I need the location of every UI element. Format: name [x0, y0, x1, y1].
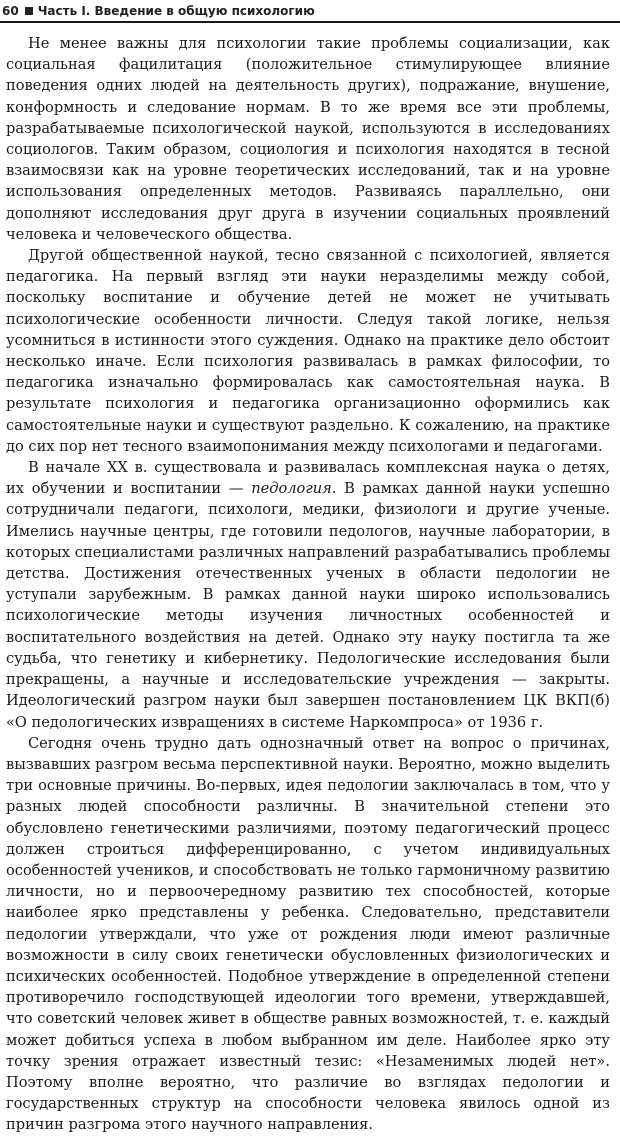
page-number: 60 — [2, 4, 19, 18]
running-header — [2, 1, 315, 21]
pedology-text-start: В начале XX в. существовала и развивалась комплексная наука о детях, их обучении и воспитании — — [6, 459, 610, 498]
header-divider — [0, 21, 620, 23]
body-text — [6, 33, 610, 1136]
paragraph-pedology — [6, 457, 610, 733]
chapter-title: Часть I. Введение в общую психологию — [37, 4, 315, 18]
paragraph-socialization: Не менее важны для психологии такие проблемы социализации, как социальная фацилитация (положительное стимулирующее влияние поведения одних людей на деятельность других), подражание, внушение, конформность и следование нормам. В то же время все эти проблемы, разрабатываемые психологической наукой, используются в исследованиях социологов. Таким образом, социология и психология находятся в тесной взаимосвязи как на уровне теоретических исследований, так и на уровне использования определенных методов. Развиваясь параллельно, они дополняют исследования друг друга в изучении социальных проявлений человека и человеческого общества. — [6, 35, 610, 243]
pedology-text-end: В рамках данной науки успешно сотрудничали педагоги, психологи, медики, физиологи и другие ученые. Имелись научные центры, где готовили педологов, научные лаборатории, в которых специалистами различных направлений разрабатывались проблемы детства. Достижения отечественных ученых в области педологии не уступали зарубежным. В рамках данной науки широко использовались психологические методы изучения личностных особенностей и воспитательного воздействия на детей. Однако эту науку постигла та же судьба, что генетику и кибернетику. Педологические исследования были прекращены, а научные и исследовательские учреждения — закрыты. Идеологический разгром науки был завершен постановлением ЦК ВКП(б) «О педологических извращениях в системе Наркомпроса» от 1936 г. — [6, 480, 610, 731]
square-bullet-icon — [25, 7, 33, 15]
pedology-term: педология. — [251, 480, 337, 498]
paragraph-reasons: Сегодня очень трудно дать однозначный ответ на вопрос о причинах, вызвавших разгром весьма перспективной науки. Вероятно, можно выделить три основные причины. Во-первых, идея педологии заключалась в том, что у разных людей способности различны. В значительной степени это обусловлено генетическими различиями, поэтому педагогический процесс должен строиться дифференцированно, с учетом индивидуальных особенностей учеников, и способствовать не только гармоничному развитию личности, но и первоочередному развитию тех способностей, которые наиболее ярко представлены у ребенка. Следовательно, представители педологии утверждали, что уже от рождения люди имеют различные возможности в силу своих генетически обусловленных физиологических и психических особенностей. Подобное утверждение в определенной степени противоречило господствующей идеологии того времени, утверждавшей, что советский человек живет в обществе равных возможностей, т. е. каждый может добиться успеха в любом выбранном им деле. Наиболее ярко эту точку зрения отражает известный тезис: «Незаменимых людей нет». Поэтому вполне вероятно, что различие во взглядах педологии и государственных структур на способности человека явилось одной из причин разгрома этого научного направления. — [6, 734, 610, 1134]
paragraph-pedagogy: Другой общественной наукой, тесно связанной с психологией, является педагогика. На первый взгляд эти науки неразделимы между собой, поскольку воспитание и обучение детей не может не учитывать психологические особенности личности. Следуя такой логике, нельзя усомниться в истинности этого суждения. Однако на практике дело обстоит несколько иначе. Если психология развивалась в рамках философии, то педагогика изначально формировалась как самостоятельная наука. В результате психология и педагогика организационно оформились как самостоятельные науки и существуют раздельно. К сожалению, на практике до сих пор нет тесного взаимопонимания между психологами и педагогами. — [6, 247, 610, 455]
